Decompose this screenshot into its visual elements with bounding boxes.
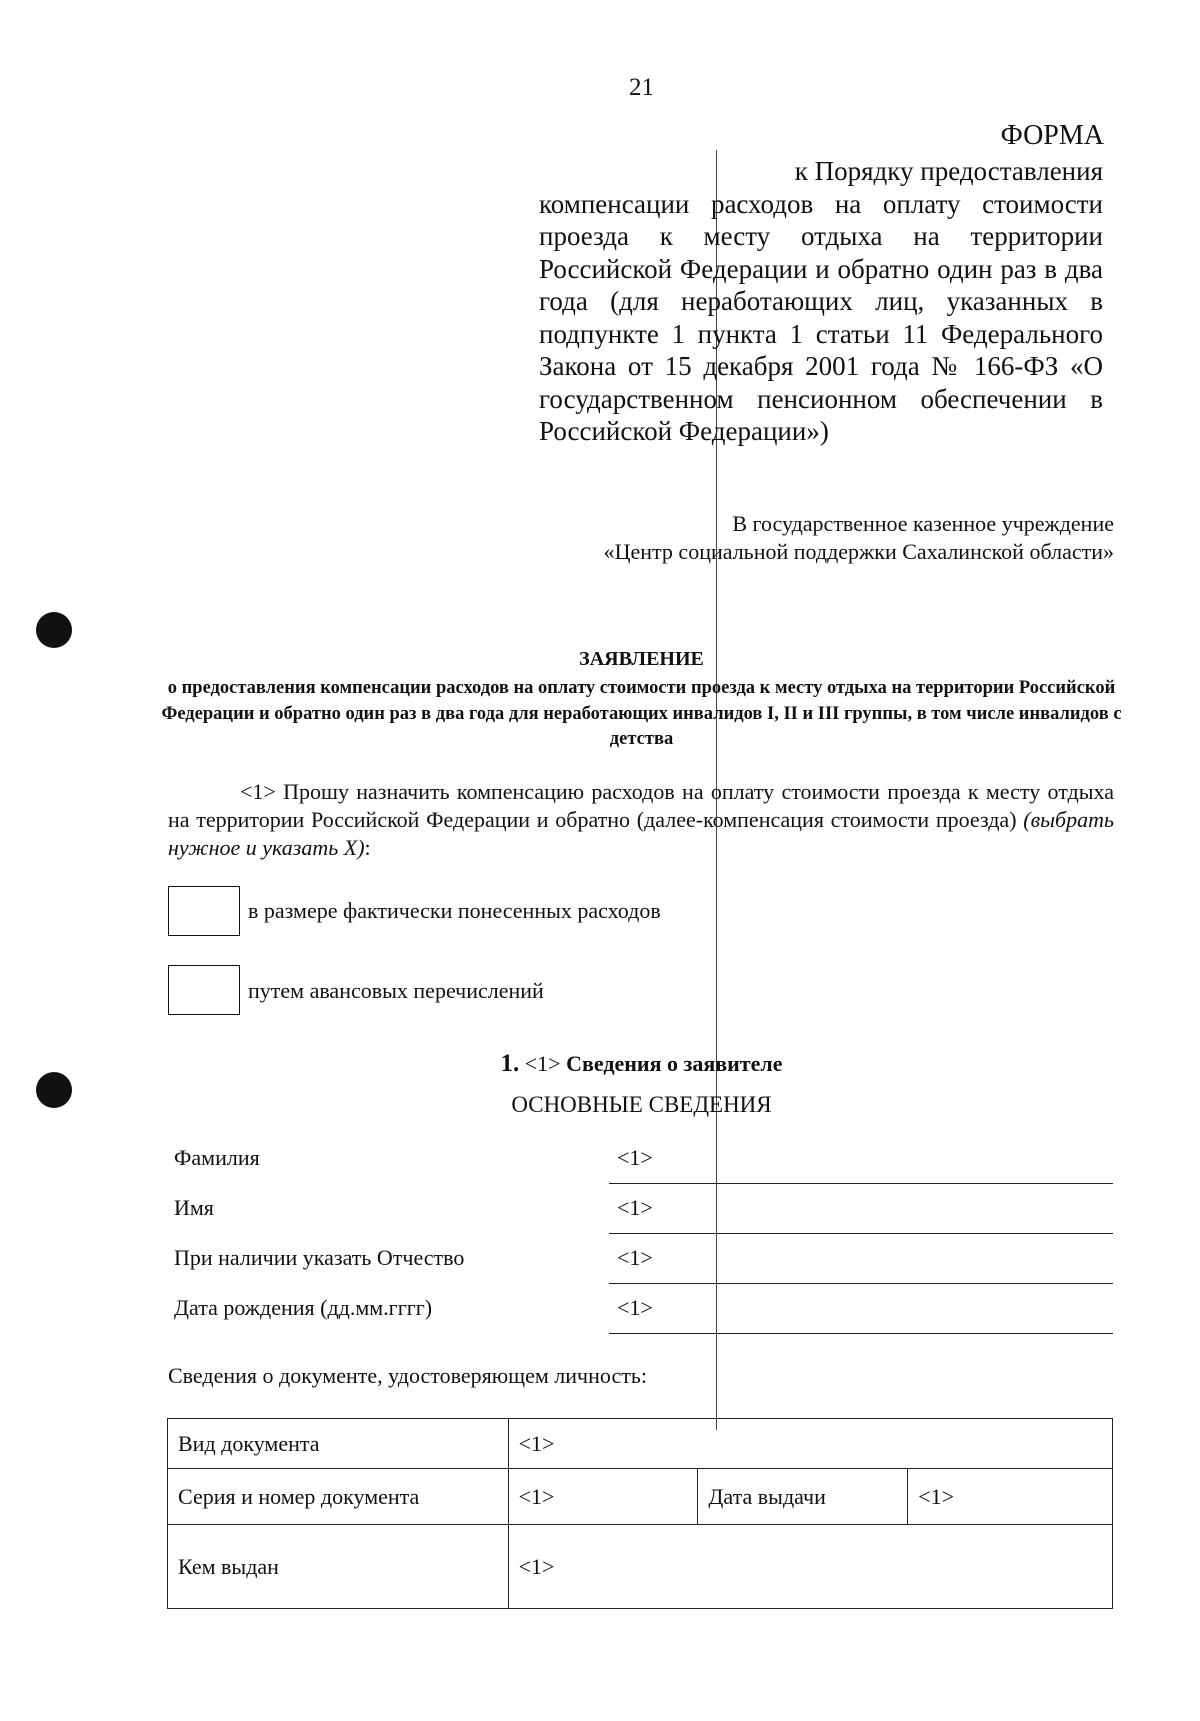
birth-date-label: Дата рождения (дд.мм.гггг) — [174, 1295, 433, 1320]
issue-date-input[interactable]: <1> — [908, 1469, 1113, 1525]
identity-document-table — [167, 1418, 1113, 1609]
form-label: ФОРМА — [1000, 120, 1104, 151]
section-title-text: Сведения о заявителе — [566, 1051, 783, 1076]
birth-date-input[interactable] — [609, 1333, 1113, 1334]
option-advance-payment-checkbox[interactable] — [168, 965, 240, 1015]
name-input[interactable] — [609, 1233, 1113, 1234]
document-series-input[interactable]: <1> — [508, 1469, 698, 1525]
table-row — [168, 1469, 1113, 1525]
surname-marker: <1> — [617, 1145, 653, 1170]
addressee-line-2: «Центр социальной поддержки Сахалинской области» — [603, 539, 1114, 564]
request-hint: (выбрать нужное и указать X) — [168, 807, 1114, 860]
request-tail: : — [364, 835, 371, 860]
issuer-input[interactable]: <1> — [508, 1525, 1112, 1609]
annex-body: компенсации расходов на оплату стоимости проезда к месту отдыха на территории Российской Федерации и обратно один раз в два года (для неработающих лиц, указанных в подпункте 1 пункта 1 статьи 11 Федерального Закона от 15 декабря 2001 года № 166-ФЗ «О государственном пенсионном обеспечении в Российской Федерации») — [539, 188, 1103, 446]
document-type-input[interactable]: <1> — [508, 1419, 1112, 1469]
patronymic-input[interactable] — [609, 1283, 1113, 1284]
table-row — [168, 1419, 1113, 1469]
section-title — [0, 1050, 1200, 1078]
option-actual-expenses-label: в размере фактически понесенных расходов — [248, 898, 661, 923]
section-marker: <1> — [524, 1051, 561, 1076]
birth-date-marker: <1> — [617, 1295, 653, 1320]
name-label: Имя — [174, 1195, 214, 1220]
annex-reference — [539, 155, 1103, 448]
patronymic-label: При наличии указать Отчество — [174, 1245, 465, 1270]
issue-date-label: Дата выдачи — [698, 1469, 908, 1525]
document-subtitle: о предоставления компенсации расходов на оплату стоимости проезда к месту отдыха на территории Российской Федерации и обратно один раз в два года для неработающих инвалидов I, II и III группы, в том числе инвалидов с детства — [161, 678, 1122, 749]
option-actual-expenses-checkbox[interactable] — [168, 886, 240, 936]
identity-document-caption: Сведения о документе, удостоверяющем личность: — [168, 1363, 647, 1388]
document-series-label: Серия и номер документа — [168, 1469, 509, 1525]
punch-hole-top — [36, 612, 72, 648]
name-marker: <1> — [617, 1195, 653, 1220]
document-title: ЗАЯВЛЕНИЕ — [579, 648, 704, 670]
section-number: 1. — [500, 1050, 520, 1077]
table-row — [168, 1525, 1113, 1609]
request-text: <1> Прошу назначить компенсацию расходов на оплату стоимости проезда к месту отдыха на территории Российской Федерации и обратно (далее-компенсация стоимости проезда) — [168, 779, 1114, 832]
document-type-label: Вид документа — [168, 1419, 509, 1469]
request-paragraph — [168, 778, 1114, 862]
surname-label: Фамилия — [174, 1145, 260, 1170]
issuer-label: Кем выдан — [168, 1525, 509, 1609]
addressee-line-1: В государственное казенное учреждение — [732, 511, 1114, 536]
annex-first-line: к Порядку предоставления — [794, 156, 1103, 186]
option-advance-payment-label: путем авансовых перечислений — [248, 978, 544, 1003]
page-number: 21 — [629, 74, 654, 101]
addressee — [604, 510, 1114, 566]
section-subtitle: ОСНОВНЫЕ СВЕДЕНИЯ — [511, 1092, 772, 1117]
surname-input[interactable] — [609, 1183, 1113, 1184]
patronymic-marker: <1> — [617, 1245, 653, 1270]
